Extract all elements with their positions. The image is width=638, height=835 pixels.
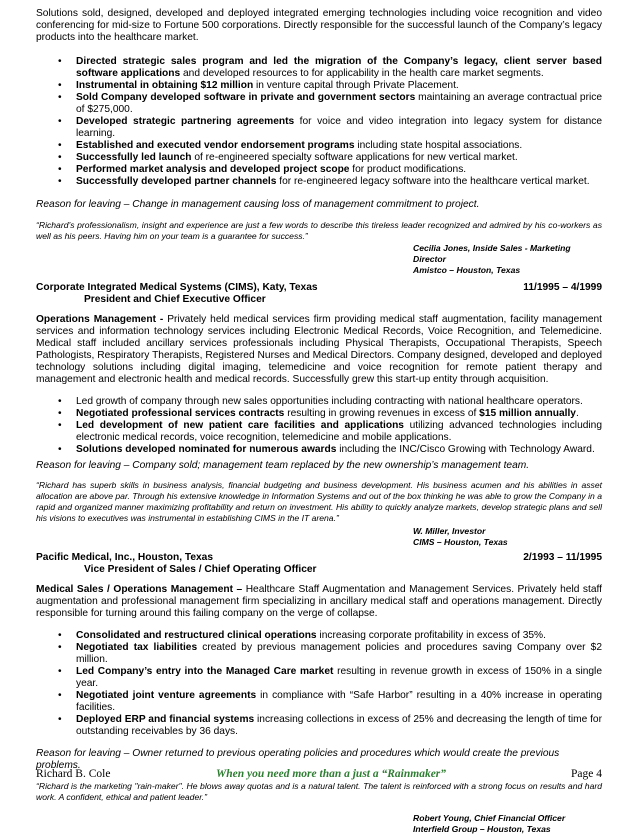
- reference-quote: “Richard has superb skills in business analysis, financial budgeting and business development. His business acumen and his abilities in asset allocation are above par. Through his extensive knowledge in Information Systems and out of the box thinking he was able to grow the Company in a rapid and organized manner maximizing profitability and return on investment. His ability to quickly analyze markets, develop strategic plans and sell his visions to executives was instrumental in establishing CIMS in the IT arena.”: [36, 480, 602, 523]
- page-footer: [36, 768, 602, 784]
- list-item: • Negotiated tax liabilities created by previous management policies and procedures saving Company over $2 million.: [36, 642, 602, 666]
- section1-bullets: [36, 56, 602, 188]
- list-item: • Deployed ERP and financial systems increasing collections in excess of 25% and decreasing the length of time for outstanding receivables by 36 days.: [36, 714, 602, 738]
- reason-for-leaving: Reason for leaving – Owner returned to previous operating policies and procedures which would create the previous problems.: [36, 748, 560, 771]
- footer-tagline: When you need more than a just a “Rainmaker”: [216, 768, 447, 780]
- list-item: • Performed market analysis and developed project scope for product modifications.: [36, 164, 602, 176]
- reference-quote: “Richard is the marketing "rain-maker". He blows away quotas and is a natural talent. The talent is reinforced with a strong focus on results and hard work. A confident, ethical and patient leader.”: [36, 781, 602, 802]
- list-item: • Successfully developed partner channels for re-engineered legacy software into the healthcare vertical market.: [36, 176, 602, 188]
- reference-name: Cecilia Jones, Inside Sales - Marketing Director: [413, 243, 571, 264]
- list-item: • Sold Company developed software in private and government sectors maintaining an average contractual price of $275,000.: [36, 92, 602, 116]
- job3-bullets: [36, 630, 602, 738]
- list-item: • Directed strategic sales program and led the migration of the Company’s legacy, client server based software applications and developed resources to for applicability in the health care market segments.: [36, 56, 602, 80]
- list-item: • Led development of new patient care facilities and applications utilizing advanced technologies including electronic medical records, voice recognition, telemedicine and mobile applications.: [36, 420, 602, 444]
- list-item: • Negotiated joint venture agreements in compliance with “Safe Harbor” resulting in a 40% increase in operating facilities.: [36, 690, 602, 714]
- list-item: • Consolidated and restructured clinical operations increasing corporate profitability in excess of 35%.: [36, 630, 602, 642]
- reference-org: Amistco – Houston, Texas: [413, 265, 521, 275]
- reference-name: W. Miller, Investor: [413, 526, 486, 536]
- list-item: • Solutions developed nominated for numerous awards including the INC/Cisco Growing with Technology Award.: [36, 444, 602, 456]
- list-item: • Established and executed vendor endorsement programs including state hospital associations.: [36, 140, 602, 152]
- reference-quote: “Richard’s professionalism, insight and experience are just a few words to describe this tireless leader recognized and admired by his co-workers as well as his peers. Having him on your team is a guarantee for success.”: [36, 220, 602, 241]
- company-name: Pacific Medical, Inc., Houston, Texas: [36, 552, 214, 563]
- job-title: President and Chief Executive Officer: [84, 294, 266, 305]
- job-description: Medical Sales / Operations Management – Healthcare Staff Augmentation and Management Services. Privately held staff augmentation and professional management firm specializing in ancillary medical staff and operations management. Directly responsible for turning around this failing company on the verge of collapse.: [36, 584, 602, 619]
- intro-paragraph: Solutions sold, designed, developed and deployed integrated emerging technologies including voice recognition and video conferencing for mid-size to Fortune 500 corporations. Directly responsible for the successful launch of the Company’s legacy products into the healthcare market.: [36, 8, 602, 43]
- reference-name: Robert Young, Chief Financial Officer: [413, 813, 566, 823]
- reference-org: Interfield Group – Houston, Texas: [413, 824, 551, 834]
- job-dates: 2/1993 – 11/1995: [523, 552, 602, 563]
- footer-name: Richard B. Cole: [36, 768, 111, 780]
- job-title: Vice President of Sales / Chief Operating Officer: [84, 564, 317, 575]
- job-description: Operations Management - Privately held medical services firm providing medical staff augmentation, facility management services and information technology services including Electronic Medical Records, Voice Recognition, and Telemedicine. Medical staff included ancillary services professionals including Physical Therapists, Occupational Therapists, Speech Pathologists, Respiratory Therapists, Registered Nurses and Medical Directors. Company designed, developed and deployed technology solutions including digital imaging, telemedicine and voice recognition for remote patient therapy and management and electronic health and medical records. Successfully grew this start-up entity through acquisition.: [36, 314, 602, 385]
- list-item: • Led Company’s entry into the Managed Care market resulting in revenue growth in excess of 150% in a single year.: [36, 666, 602, 690]
- list-item: • Negotiated professional services contracts resulting in growing revenues in excess of $15 million annually.: [36, 408, 602, 420]
- list-item: • Instrumental in obtaining $12 million in venture capital through Private Placement.: [36, 80, 602, 92]
- reason-for-leaving: Reason for leaving – Company sold; management team replaced by the new ownership’s management team.: [36, 460, 530, 471]
- list-item: • Led growth of company through new sales opportunities including contracting with national healthcare operators.: [36, 396, 602, 408]
- job-header: [36, 282, 602, 294]
- page-number: Page 4: [571, 768, 602, 780]
- list-item: • Successfully led launch of re-engineered specialty software applications for new vertical market.: [36, 152, 602, 164]
- list-item: • Developed strategic partnering agreements for voice and video integration into legacy system for distance learning.: [36, 116, 602, 140]
- job2-bullets: [36, 396, 602, 456]
- job-dates: 11/1995 – 4/1999: [523, 282, 602, 293]
- job-header: [36, 552, 602, 564]
- company-name: Corporate Integrated Medical Systems (CIMS), Katy, Texas: [36, 282, 318, 293]
- reference-org: CIMS – Houston, Texas: [413, 537, 508, 547]
- reason-for-leaving: Reason for leaving – Change in management causing loss of management commitment to project.: [36, 199, 480, 210]
- resume-page: [36, 8, 602, 835]
